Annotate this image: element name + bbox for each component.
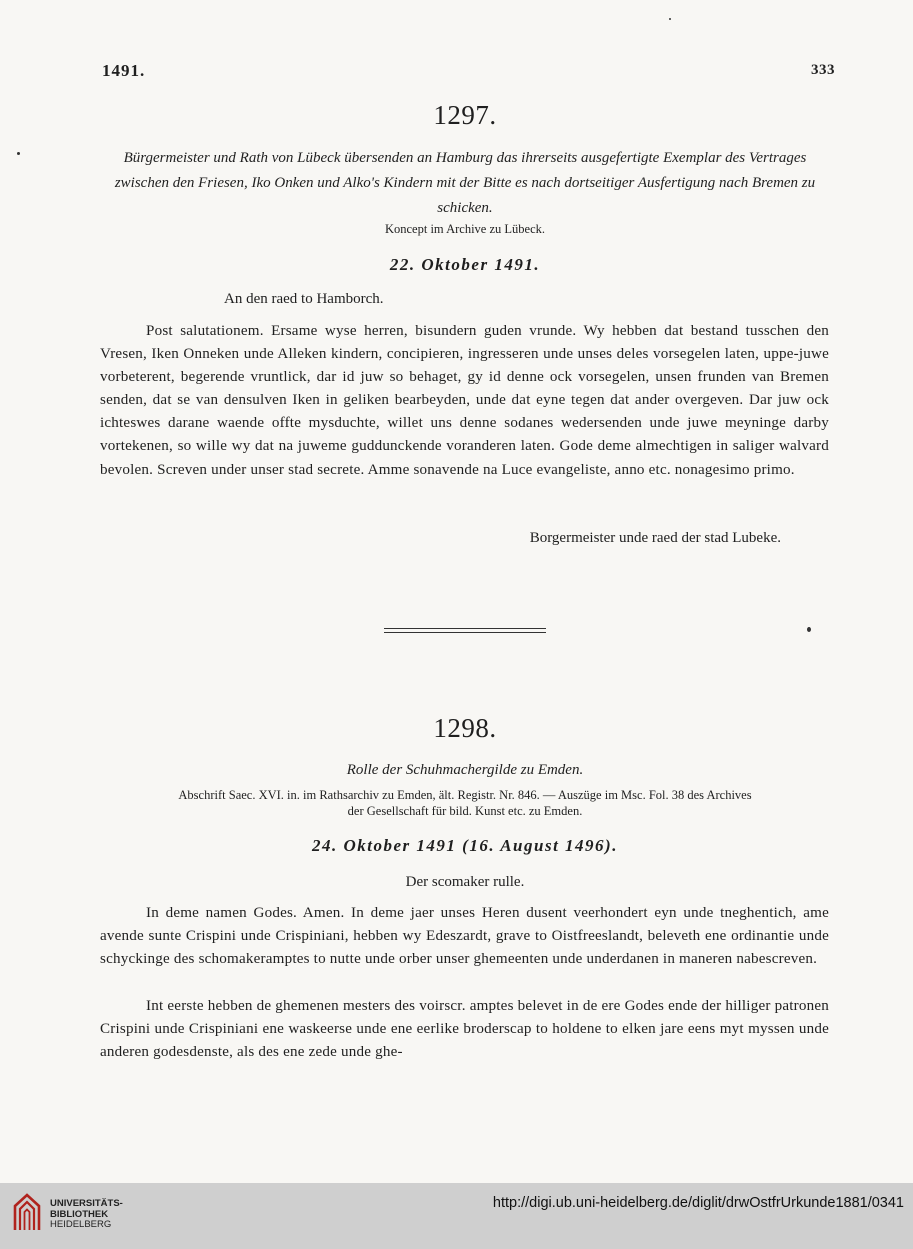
document-number-1298: 1298.: [433, 713, 497, 743]
page-number: 333: [811, 62, 835, 78]
document-source-1297: Koncept im Archive zu Lübeck.: [384, 222, 546, 236]
document-number-1297: 1297.: [433, 100, 497, 130]
document-summary-1298: Rolle der Schuhmachergilde zu Emden.: [346, 762, 584, 778]
letter-signature-1297: Borgermeister unde raed der stad Lubeke.: [529, 530, 781, 546]
document-date-1297: 22. Oktober 1491.: [389, 255, 541, 274]
library-name-line-2: BIBLIOTHEK: [50, 1208, 109, 1220]
document-date-1298: 24. Oktober 1491 (16. August 1496).: [312, 836, 618, 855]
footer-bar: [0, 1183, 913, 1249]
scan-speck: [17, 152, 20, 155]
document-source-1298-line-1: Abschrift Saec. XVI. in. im Rathsarchiv zu Emden, ält. Registr. Nr. 846. — Auszüge im Msc. Fol. 38 des Archives: [178, 788, 752, 802]
letter-address-1297: An den raed to Hamborch.: [224, 291, 384, 307]
permalink-url[interactable]: http://digi.ub.uni-heidelberg.de/diglit/drwOstfrUrkunde1881/0341: [492, 1195, 904, 1211]
document-paragraph-1298-1: In deme namen Godes. Amen. In deme jaer unses Heren dusent veerhondert eyn unde tneghentich, ame avende sunte Crispini unde Crispiniani, hebben wy Edeszardt, grave to Oistfreeslandt, beleveth ene ordinantie unde schyckinge des schomakeramptes to nutte unde orber unser ghemeenten unde underdanen in maneren nabescreven.: [100, 905, 829, 968]
scan-speck: [807, 627, 811, 632]
library-name-line-3: HEIDELBERG: [50, 1219, 112, 1230]
document-heading-1298: Der scomaker rulle.: [405, 874, 525, 890]
library-name-line-1: UNIVERSITÄTS-: [50, 1198, 123, 1209]
scan-speck: [669, 18, 671, 20]
document-source-1298-line-2: der Gesellschaft für bild. Kunst etc. zu Emden.: [347, 804, 583, 818]
letter-body-1297: Post salutationem. Ersame wyse herren, bisundern guden vrunde. Wy hebben dat bestand tusschen den Vresen, Iken Onneken unde Alleken kindern, concipieren, ingresseren unde unses deles vorsegelen laten, uppe-juwe vorbeterent, begerende vruntlick, dar id juw so behaget, gy id denne ock vorsegelen, unsen frunden van Bremen senden, dat se van densulven Iken in geliken bearbeyden, unde dat eyne tegen dat ander overgeven. Dar juw ock ichteswes darane waende offte mysduchte, willet uns denne sodanes wedersenden unde juwe meyninge darby vortekenen, so wille wy dat na juweme guddunckende voranderen laten. Gode deme almechtigen in saliger walvard bevolen. Screven under unser stad secrete. Amme sonavende na Luce evangeliste, anno etc. nonagesimo primo.: [100, 323, 829, 478]
running-header-year: 1491.: [102, 61, 146, 80]
document-summary-1297: Bürgermeister und Rath von Lübeck übersenden an Hamburg das ihrerseits ausgefertigte Exemplar des Vertrages zwischen den Friesen, Iko Onken und Alko's Kindern mit der Bitte es nach dortseitiger Ausfertigung nach Bremen zu schicken.: [114, 150, 816, 216]
section-divider: [384, 628, 546, 633]
library-name: [50, 1199, 123, 1231]
document-paragraph-1298-2: Int eerste hebben de ghemenen mesters des voirscr. amptes belevet in de ere Godes ende der hilliger patronen Crispini unde Crispiniani ene waskeerse unde ene eerlike broderscap to holdene to elken jare eens myt myssen unde anderen godesdenste, als des ene zede unde ghe-: [100, 998, 829, 1061]
university-library-logo-icon: [12, 1192, 42, 1232]
